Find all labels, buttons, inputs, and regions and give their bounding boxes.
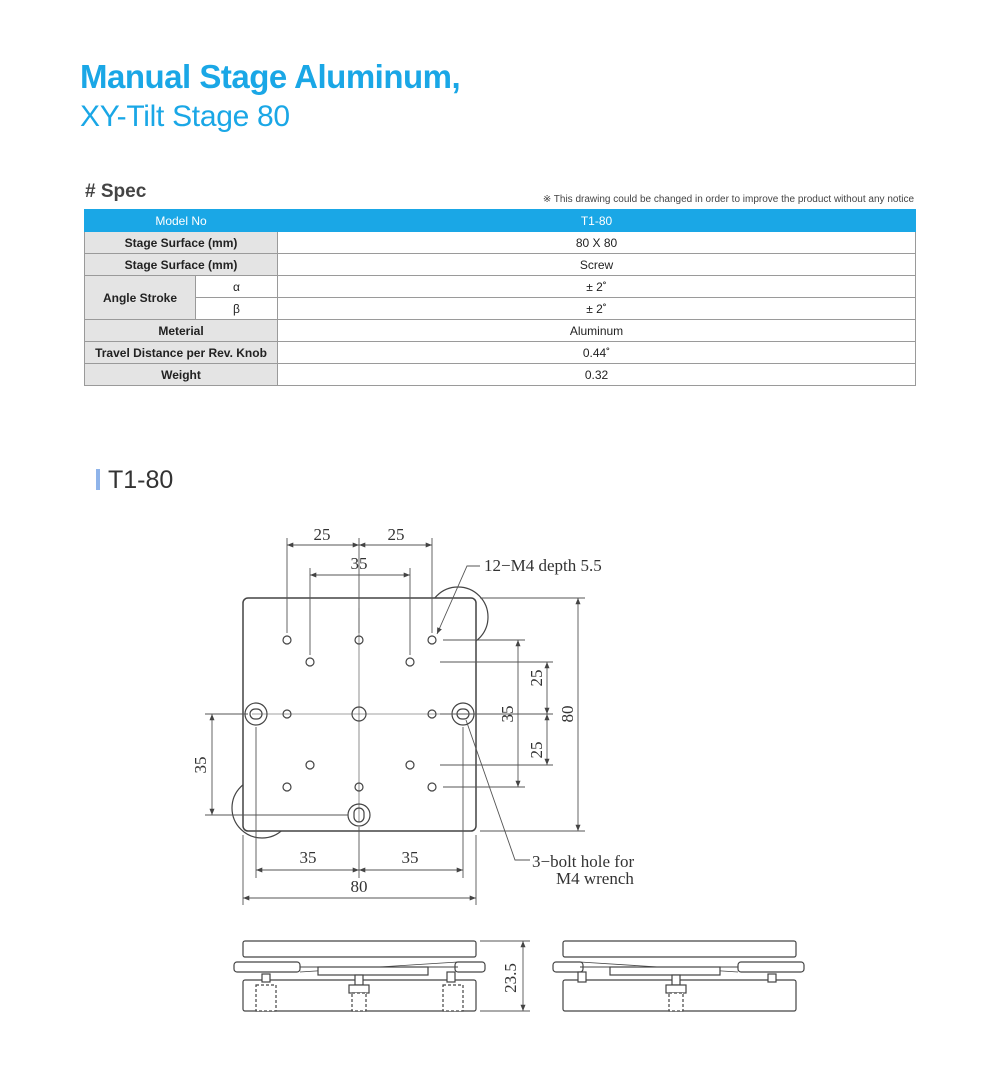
top-view bbox=[232, 587, 488, 838]
dim-label: 35 bbox=[191, 756, 210, 774]
dim-label: 35 bbox=[299, 848, 317, 867]
dim-label: 23.5 bbox=[501, 963, 520, 993]
model-value: T1-80 bbox=[278, 210, 916, 232]
page-title: Manual Stage Aluminum, bbox=[80, 58, 461, 95]
dim-label: 25 bbox=[527, 741, 546, 759]
travel-label: Travel Distance per Rev. Knob bbox=[85, 342, 278, 364]
dim-label: 80 bbox=[350, 877, 368, 896]
stage-plate bbox=[243, 598, 476, 831]
section-title-text: T1-80 bbox=[108, 466, 174, 494]
angle-stroke-label: Angle Stroke bbox=[85, 276, 196, 320]
beta-value: ± 2˚ bbox=[278, 298, 916, 320]
drawing-notice: ※ This drawing could be changed in order to improve the product without any notice bbox=[542, 194, 914, 205]
side-view-right bbox=[553, 941, 804, 1011]
bolt-note: M4 wrench bbox=[556, 869, 634, 888]
dim-label: 80 bbox=[558, 705, 577, 723]
spec-heading: # Spec bbox=[85, 181, 147, 202]
dim-label: 35 bbox=[401, 848, 419, 867]
alpha-label: α bbox=[196, 276, 278, 298]
dim-label: 35 bbox=[498, 705, 517, 723]
material-value: Aluminum bbox=[278, 320, 916, 342]
row-value: Screw bbox=[278, 254, 916, 276]
bolt-note: 3−bolt hole for bbox=[532, 852, 635, 871]
beta-label: β bbox=[196, 298, 278, 320]
page-subtitle: XY-Tilt Stage 80 bbox=[80, 100, 290, 133]
side-view-left bbox=[234, 941, 485, 1011]
model-label: Model No bbox=[85, 210, 278, 232]
material-label: Meterial bbox=[85, 320, 278, 342]
row-label: Stage Surface (mm) bbox=[85, 254, 278, 276]
travel-value: 0.44˚ bbox=[278, 342, 916, 364]
weight-label: Weight bbox=[85, 364, 278, 386]
row-label: Stage Surface (mm) bbox=[85, 232, 278, 254]
dim-label: 25 bbox=[387, 525, 405, 544]
dim-label: 25 bbox=[527, 669, 546, 687]
row-value: 80 X 80 bbox=[278, 232, 916, 254]
dim-label: 35 bbox=[350, 554, 368, 573]
holes-note: 12−M4 depth 5.5 bbox=[484, 556, 602, 575]
dim-label: 25 bbox=[313, 525, 331, 544]
alpha-value: ± 2˚ bbox=[278, 276, 916, 298]
weight-value: 0.32 bbox=[278, 364, 916, 386]
